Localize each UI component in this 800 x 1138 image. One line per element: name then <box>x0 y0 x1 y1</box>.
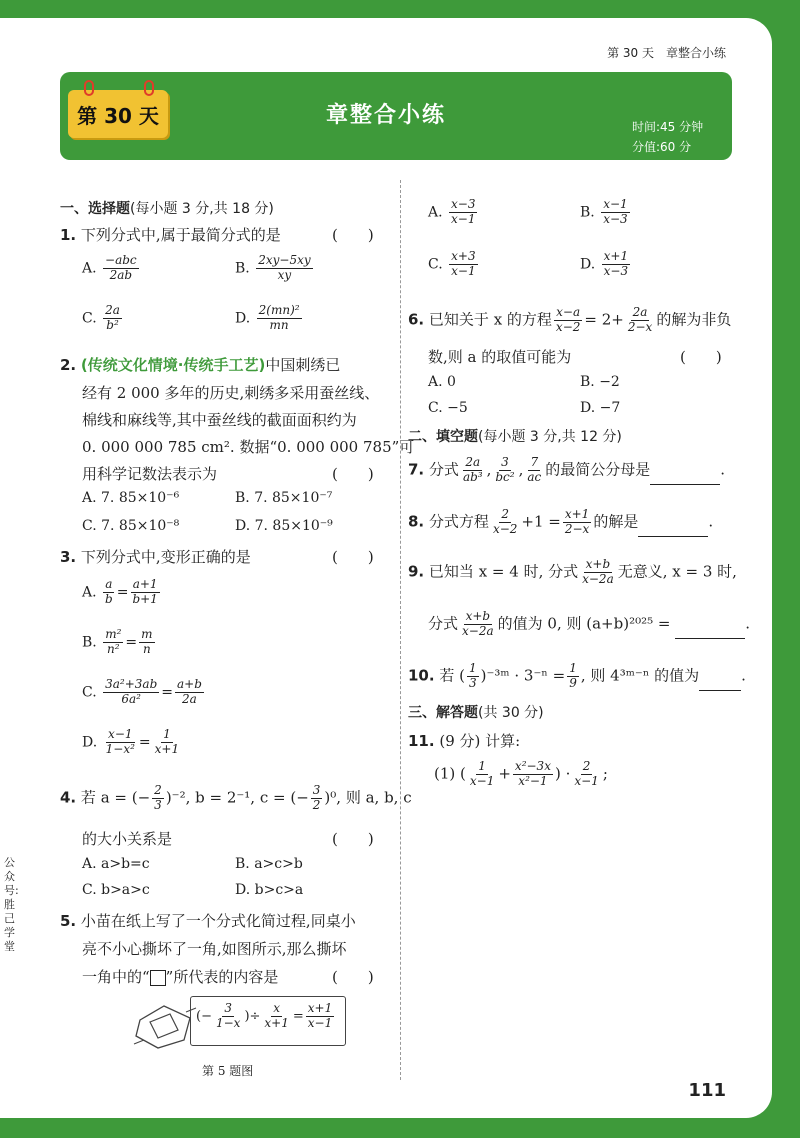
option-c <box>428 250 480 279</box>
numerator: x+3 <box>451 249 476 263</box>
fraction <box>175 678 204 707</box>
option-label: B. <box>235 260 250 277</box>
fraction <box>513 760 553 789</box>
equals-sign: = <box>125 634 138 651</box>
fraction <box>139 628 154 657</box>
question-10 <box>408 662 746 691</box>
question-number: 2. <box>60 356 77 374</box>
option-d <box>82 728 183 757</box>
fraction <box>460 610 496 639</box>
question-text: 分式 <box>428 460 459 479</box>
denominator: n² <box>107 641 120 656</box>
question-number: 4. <box>60 788 77 807</box>
figure-caption: 第 5 题图 <box>202 1064 254 1078</box>
numerator: 3 <box>224 1001 233 1015</box>
question-text: )⁻³ᵐ · 3⁻ⁿ = <box>480 666 566 685</box>
numerator: 1 <box>569 661 577 675</box>
question-number: 10. <box>408 666 435 685</box>
question-11-part-1 <box>434 760 608 789</box>
question-text: + <box>498 764 511 783</box>
denominator: 2−x <box>627 319 653 334</box>
denominator: 2ab <box>109 267 133 282</box>
answer-paren: ( ) <box>332 830 374 848</box>
fraction <box>262 1002 290 1031</box>
section-title: 三、解答题 <box>408 705 478 721</box>
expr-text: )÷ <box>244 1008 261 1024</box>
question-text: )⁰, 则 a, b, c <box>324 788 412 807</box>
fraction <box>449 198 477 227</box>
question-number: 9. <box>408 562 425 581</box>
option-label: C. <box>82 684 97 701</box>
question-2-line-3: 棉线和麻线等,其中蚕丝线的截面面积约为 <box>82 411 357 429</box>
question-number: 8. <box>408 512 425 531</box>
question-5-line-3 <box>82 966 278 987</box>
fraction <box>214 1002 242 1031</box>
question-text: 若 ( <box>439 666 465 685</box>
answer-blank[interactable] <box>650 471 720 485</box>
option-d <box>580 250 632 279</box>
fraction <box>311 784 323 813</box>
question-text: 的解是 <box>593 512 639 531</box>
answer-paren: ( ) <box>332 548 374 566</box>
option-label: D. <box>82 734 98 751</box>
question-number: 3. <box>60 548 77 566</box>
fraction <box>493 456 516 485</box>
question-text: 分式方程 <box>428 512 489 531</box>
numerator: x−a <box>556 305 581 319</box>
equals-sign: = <box>138 734 151 751</box>
denominator: x−1 <box>451 211 476 226</box>
question-text: 若 a = (− <box>80 788 151 807</box>
denominator: 2 <box>312 797 321 812</box>
section-3-header <box>408 702 544 722</box>
option-label: A. <box>82 584 97 601</box>
question-2-line-5: 用科学记数法表示为 <box>82 465 218 483</box>
section-title: 二、填空题 <box>408 429 478 445</box>
fraction <box>103 304 122 333</box>
denominator: x−3 <box>603 263 629 278</box>
numerator: x²−3x <box>514 759 551 773</box>
question-number: 11. <box>408 732 435 750</box>
option-label: B. <box>580 204 595 221</box>
option-a: A. 0 <box>428 374 456 390</box>
denominator: ab³ <box>462 469 483 484</box>
option-label: B. <box>82 634 97 651</box>
fraction <box>602 250 630 279</box>
question-text: 下列分式中,变形正确的是 <box>80 548 251 566</box>
numerator: 7 <box>530 455 539 469</box>
banner-score: 分值:60 分 <box>632 140 692 154</box>
question-text: 已知关于 x 的方程 <box>428 310 552 329</box>
fraction <box>257 304 302 333</box>
numerator: a+b <box>176 677 202 691</box>
fraction <box>468 760 496 789</box>
fraction <box>626 306 654 335</box>
numerator: m <box>141 627 153 641</box>
option-b <box>235 254 315 283</box>
numerator: x−1 <box>603 197 628 211</box>
day-badge-label: 第 30 天 <box>77 104 159 128</box>
section-subtitle: (每小题 3 分,共 12 分) <box>478 429 622 445</box>
question-text: ”所代表的内容是 <box>165 968 279 986</box>
context-tag: (传统文化情境·传统手工艺) <box>80 356 266 374</box>
fraction <box>152 784 164 813</box>
right-column <box>408 178 751 1078</box>
question-9-line-1 <box>408 558 737 587</box>
question-text: . <box>745 614 751 633</box>
fraction <box>461 456 485 485</box>
ring-icon <box>144 80 154 96</box>
day-banner <box>60 72 732 160</box>
fraction <box>567 662 579 691</box>
question-number: 6. <box>408 310 425 329</box>
question-2-line-2: 经有 2 000 多年的历史,刺绣多采用蚕丝线、 <box>82 384 380 402</box>
denominator: b <box>105 591 113 606</box>
question-text: (1) ( <box>434 764 466 783</box>
ring-icon <box>84 80 94 96</box>
numerator: 3a²+3ab <box>105 677 158 691</box>
numerator: 3 <box>501 455 509 469</box>
equals-sign: = <box>116 584 129 601</box>
fraction <box>306 1002 334 1031</box>
denominator: 2a <box>182 691 197 706</box>
numerator: 3 <box>312 783 321 797</box>
question-1-stem <box>60 224 281 245</box>
option-c <box>82 678 206 707</box>
fraction <box>572 760 600 789</box>
section-title: 一、选择题 <box>60 201 130 217</box>
question-text: )⁻², b = 2⁻¹, c = (− <box>165 788 309 807</box>
numerator: x−1 <box>108 727 133 741</box>
numerator: x <box>273 1001 281 1015</box>
denominator: 2−x <box>564 521 590 536</box>
answer-paren: ( ) <box>332 226 374 244</box>
denominator: b+1 <box>132 591 158 606</box>
side-text: 公众号:胜己学堂 <box>4 856 19 953</box>
numerator: x+1 <box>307 1001 333 1015</box>
question-number: 5. <box>60 912 77 930</box>
option-label: D. <box>235 310 251 327</box>
question-text: 小苗在纸上写了一个分式化简过程,同桌小 <box>80 912 356 930</box>
denominator: bc² <box>495 469 515 484</box>
option-label: C. <box>428 256 443 273</box>
section-subtitle: (共 30 分) <box>478 705 544 721</box>
fraction <box>256 254 312 283</box>
option-d: D. 7. 85×10⁻⁹ <box>235 518 333 534</box>
fraction <box>554 306 582 335</box>
denominator: x²−1 <box>518 773 548 788</box>
numerator: 2 <box>154 783 162 797</box>
question-8 <box>408 508 713 537</box>
left-column <box>60 178 415 1078</box>
denominator: ac <box>527 469 542 484</box>
fraction <box>491 508 519 537</box>
blank-box <box>150 970 166 986</box>
fraction <box>525 456 543 485</box>
fraction <box>601 198 629 227</box>
answer-paren: ( ) <box>332 968 374 986</box>
question-text: ) · <box>554 764 571 783</box>
option-a: A. a>b=c <box>82 856 150 872</box>
denominator: x−3 <box>603 211 628 226</box>
denominator: x+1 <box>154 741 180 756</box>
answer-blank[interactable] <box>699 677 741 691</box>
option-a <box>82 254 141 283</box>
denominator: 3 <box>468 675 477 690</box>
option-d: D. b>c>a <box>235 882 304 898</box>
question-number: 7. <box>408 460 425 479</box>
page <box>0 18 772 1118</box>
numerator: x+1 <box>564 507 590 521</box>
option-a: A. 7. 85×10⁻⁶ <box>82 490 180 506</box>
figure-expression <box>196 1002 336 1031</box>
question-text: = 2+ <box>584 310 624 329</box>
question-text: . <box>708 512 714 531</box>
numerator: x+1 <box>603 249 629 263</box>
question-text: (9 分) 计算: <box>439 732 521 750</box>
torn-paper-figure <box>130 996 350 1050</box>
numerator: x−3 <box>451 197 476 211</box>
running-header: 第 30 天 章整合小练 <box>607 46 726 60</box>
question-text: 的值为 0, 则 (a+b)²⁰²⁵ = <box>497 614 671 633</box>
banner-time: 时间:45 分钟 <box>632 120 704 134</box>
expr-text: (− <box>196 1008 212 1024</box>
question-6-line-2: 数,则 a 的取值可能为 <box>428 348 572 366</box>
numerator: x+b <box>585 557 611 571</box>
fraction <box>103 578 115 607</box>
question-text: 的解为非负 <box>656 310 732 329</box>
numerator: −abc <box>105 253 137 267</box>
denominator: x−2a <box>582 571 614 586</box>
question-6-line-1 <box>408 306 731 335</box>
numerator: 2 <box>582 759 591 773</box>
fraction <box>563 508 591 537</box>
denominator: x−1 <box>469 773 495 788</box>
denominator: x+1 <box>264 1015 289 1030</box>
question-text: 下列分式中,属于最简分式的是 <box>80 226 281 244</box>
answer-paren: ( ) <box>680 348 722 366</box>
option-a <box>82 578 162 607</box>
question-text: 的最简公分母是 <box>545 460 651 479</box>
question-text: , 则 4³ᵐ⁻ⁿ 的值为 <box>580 666 700 685</box>
option-b: B. 7. 85×10⁻⁷ <box>235 490 333 506</box>
question-7: 7. 分式 $\frac{2a}{\text{ab³}}$ , $\frac{3}{\text{bc²}}$ , $\frac{7}{ac}$ 的最简公分母是 . <box>408 455 726 484</box>
section-1-header <box>60 198 274 218</box>
numerator: 1 <box>163 727 171 741</box>
denominator: x−1 <box>574 773 599 788</box>
fraction <box>104 728 137 757</box>
question-2-line-4: 0. 000 000 785 cm². 数据“0. 000 000 785”可 <box>82 438 415 456</box>
question-2-line-1 <box>60 354 340 375</box>
numerator: x+b <box>465 609 491 623</box>
question-text: . <box>741 666 746 685</box>
fraction <box>103 678 159 707</box>
question-text: 无意义, x = 3 时, <box>617 562 737 581</box>
page-number: 111 <box>688 1080 726 1101</box>
fraction <box>130 578 159 607</box>
option-d: D. −7 <box>580 400 621 416</box>
denominator: 3 <box>154 797 162 812</box>
option-label: A. <box>428 204 443 221</box>
denominator: 9 <box>569 675 577 690</box>
fraction <box>153 728 181 757</box>
equals-sign: = <box>161 684 173 701</box>
denominator: 1−x <box>215 1015 241 1030</box>
question-text: 分式 <box>428 614 459 633</box>
option-b <box>82 628 157 657</box>
fraction <box>449 250 477 279</box>
question-4-line-1 <box>60 784 412 813</box>
denominator: x−1 <box>451 263 476 278</box>
denominator: x−2 <box>555 319 581 334</box>
fraction <box>103 628 123 657</box>
column-divider <box>400 180 401 1080</box>
option-b: B. a>c>b <box>235 856 303 872</box>
question-text: . <box>720 460 726 479</box>
question-11-stem <box>408 730 520 751</box>
section-subtitle: (每小题 3 分,共 18 分) <box>130 201 274 217</box>
answer-blank[interactable] <box>675 625 745 639</box>
answer-paren: ( ) <box>332 465 374 483</box>
answer-blank[interactable] <box>638 523 708 537</box>
question-3-stem <box>60 546 251 567</box>
denominator: x−1 <box>307 1015 333 1030</box>
fraction <box>467 662 479 691</box>
numerator: 2(mn)² <box>258 303 300 317</box>
option-c: C. 7. 85×10⁻⁸ <box>82 518 180 534</box>
fraction <box>580 558 616 587</box>
question-4-line-2: 的大小关系是 <box>82 830 173 848</box>
numerator: a+1 <box>132 577 158 591</box>
banner-title: 章整合小练 <box>326 103 447 128</box>
denominator: xy <box>277 267 292 282</box>
question-text: +1 = <box>521 512 561 531</box>
denominator: x−2a <box>462 623 494 638</box>
question-text: 一角中的“ <box>82 968 150 986</box>
question-5-line-2: 亮不小心撕坏了一角,如图所示,那么撕坏 <box>82 940 347 958</box>
question-text: ; <box>602 764 608 783</box>
fraction <box>103 254 139 283</box>
question-text: 中国刺绣已 <box>265 356 341 374</box>
option-c: C. b>a>c <box>82 882 150 898</box>
option-c: C. −5 <box>428 400 468 416</box>
option-b <box>580 198 632 227</box>
numerator: 2a <box>105 303 120 317</box>
equals-sign: = <box>292 1008 304 1024</box>
numerator: 2a <box>632 305 648 319</box>
numerator: 2 <box>501 507 509 521</box>
denominator: 1−x² <box>105 741 135 756</box>
question-5-line-1 <box>60 910 356 931</box>
question-text: 已知当 x = 4 时, 分式 <box>428 562 579 581</box>
question-9-line-2 <box>428 610 750 639</box>
denominator: b² <box>106 317 119 332</box>
numerator: 1 <box>468 661 477 675</box>
numerator: m² <box>105 627 122 641</box>
denominator: 6a² <box>121 691 141 706</box>
option-label: C. <box>82 310 97 327</box>
denominator: mn <box>269 317 289 332</box>
option-c <box>82 304 124 333</box>
denominator: n <box>142 641 151 656</box>
option-b: B. −2 <box>580 374 620 390</box>
option-label: D. <box>580 256 596 273</box>
section-2-header <box>408 426 622 446</box>
numerator: 2xy−5xy <box>258 253 311 267</box>
option-d <box>235 304 304 333</box>
option-label: A. <box>82 260 97 277</box>
numerator: a <box>105 577 113 591</box>
denominator: x−2 <box>492 521 518 536</box>
numerator: 2a <box>465 455 481 469</box>
option-a <box>428 198 479 227</box>
numerator: 1 <box>478 759 486 773</box>
question-number: 1. <box>60 226 77 244</box>
